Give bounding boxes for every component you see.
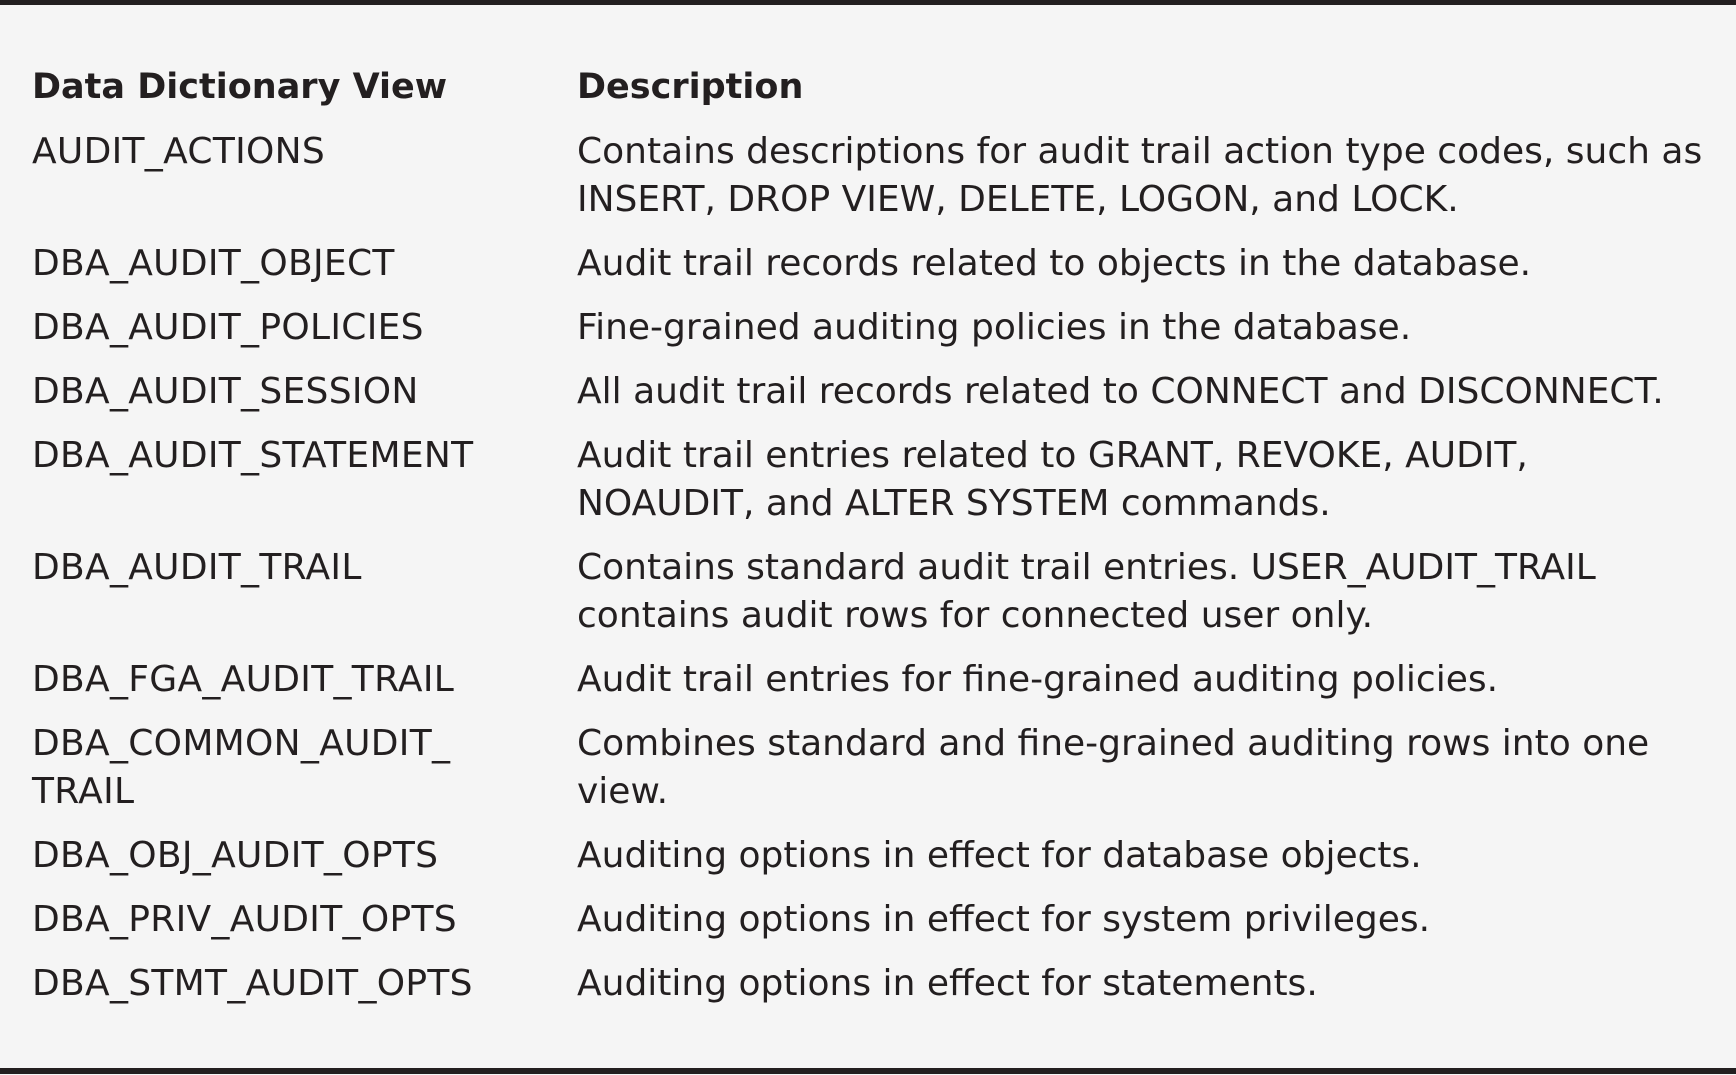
view-name-cell: DBA_AUDIT_TRAIL xyxy=(32,547,362,588)
description-cell: Contains descriptions for audit trail action type codes, such as INSERT, DROP VIEW, DELETE, LOGON, and LOCK. xyxy=(577,131,1703,220)
view-name-cell: DBA_OBJ_AUDIT_OPTS xyxy=(32,835,439,876)
table-row xyxy=(32,240,1712,304)
table-header-row xyxy=(32,63,1712,128)
view-name-cell: DBA_AUDIT_STATEMENT xyxy=(32,435,474,476)
bottom-rule xyxy=(0,1068,1736,1074)
description-cell: Fine-grained auditing policies in the database. xyxy=(577,307,1412,348)
table-row xyxy=(32,368,1712,432)
table-row xyxy=(32,128,1712,240)
description-cell: Auditing options in effect for statements. xyxy=(577,963,1318,1004)
view-name-cell: DBA_PRIV_AUDIT_OPTS xyxy=(32,899,457,940)
description-cell: Audit trail entries related to GRANT, REVOKE, AUDIT, NOAUDIT, and ALTER SYSTEM commands. xyxy=(577,435,1528,524)
audit-views-table xyxy=(32,63,1712,1024)
table-row xyxy=(32,960,1712,1024)
description-cell: Auditing options in effect for system privileges. xyxy=(577,899,1431,940)
table-row xyxy=(32,656,1712,720)
column-header-description: Description xyxy=(577,67,804,107)
table-row xyxy=(32,544,1712,656)
column-header-view: Data Dictionary View xyxy=(32,67,448,107)
description-cell: All audit trail records related to CONNECT and DISCONNECT. xyxy=(577,371,1664,412)
table-row xyxy=(32,720,1712,832)
view-name-cell: DBA_AUDIT_SESSION xyxy=(32,371,419,412)
view-name-cell: DBA_AUDIT_OBJECT xyxy=(32,243,395,284)
description-cell: Auditing options in effect for database objects. xyxy=(577,835,1422,876)
description-cell: Audit trail entries for fine-grained auditing policies. xyxy=(577,659,1499,700)
description-cell: Audit trail records related to objects in the database. xyxy=(577,243,1532,284)
top-rule xyxy=(0,0,1736,5)
description-cell: Contains standard audit trail entries. USER_AUDIT_TRAIL contains audit rows for connected user only. xyxy=(577,547,1596,636)
view-name-cell: DBA_COMMON_AUDIT_ TRAIL xyxy=(32,723,451,812)
view-name-cell: DBA_STMT_AUDIT_OPTS xyxy=(32,963,473,1004)
description-cell: Combines standard and fine-grained auditing rows into one view. xyxy=(577,723,1650,812)
view-name-cell: DBA_AUDIT_POLICIES xyxy=(32,307,424,348)
view-name-cell: DBA_FGA_AUDIT_TRAIL xyxy=(32,659,455,700)
table-row xyxy=(32,832,1712,896)
table-row xyxy=(32,304,1712,368)
table-body xyxy=(32,128,1712,1024)
table-row xyxy=(32,432,1712,544)
table-row xyxy=(32,896,1712,960)
view-name-cell: AUDIT_ACTIONS xyxy=(32,131,326,172)
